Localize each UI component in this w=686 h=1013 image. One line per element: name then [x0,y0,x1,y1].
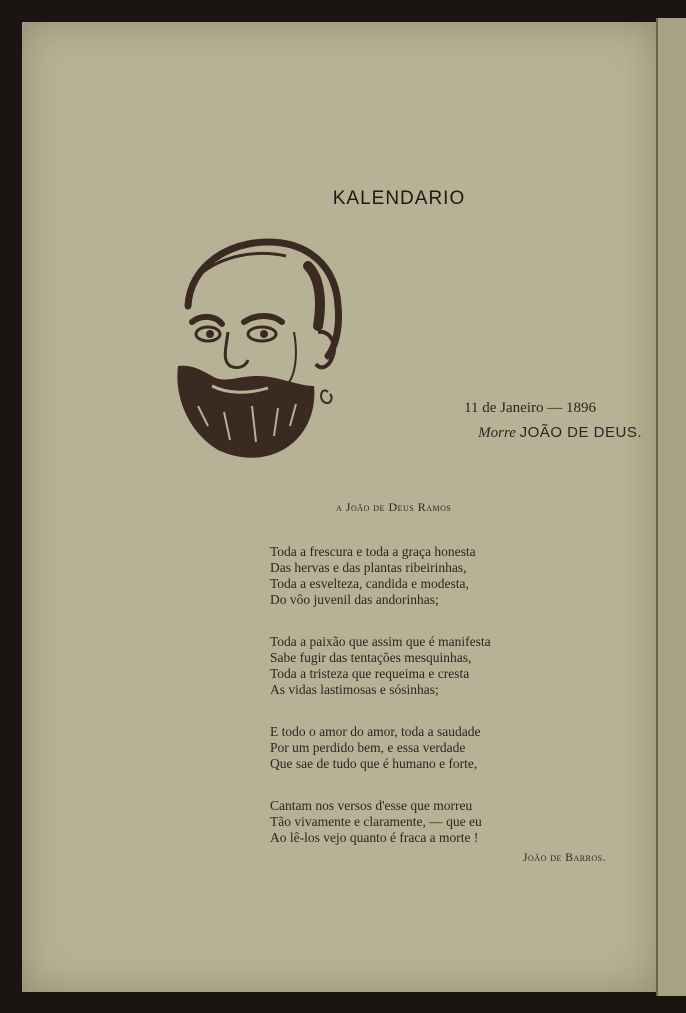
poem-line: Tão vivamente e claramente, — que eu [270,814,482,829]
page-title: KALENDARIO [332,188,466,209]
stanza [270,634,491,698]
poem-line: Toda a esvelteza, candida e modesta, [270,576,469,591]
poem-line: Do vôo juvenil das andorinhas; [270,592,439,607]
poem-line: Que sae de tudo que é humano e forte, [270,756,478,771]
poem-line: As vidas lastimosas e sósinhas; [270,682,439,697]
poem-line: Por um perdido bem, e essa verdade [270,740,466,755]
portrait-illustration [168,236,348,468]
poem-line: E todo o amor do amor, toda a saudade [270,724,481,739]
stanza [270,544,491,608]
author-signature: João de Barros. [523,852,606,864]
date-line: 11 de Janeiro — 1896 [464,400,596,416]
death-prefix: Morre [478,425,516,441]
stanza [270,724,491,772]
poem-line: Toda a frescura e toda a graça honesta [270,544,476,559]
poem [270,544,491,872]
death-notice [478,424,642,442]
stanza [270,798,491,846]
poem-line: Toda a tristeza que requeima e cresta [270,666,470,681]
poem-line: Cantam nos versos d'esse que morreu [270,798,473,813]
adjacent-page-edge [656,18,686,996]
poem-line: Ao lê-los vejo quanto é fraca a morte ! [270,830,479,845]
poem-line: Das hervas e das plantas ribeirinhas, [270,560,467,575]
dedication: a João de Deus Ramos [336,500,452,514]
poem-line: Sabe fugir das tentações mesquinhas, [270,650,472,665]
death-name: JOÃO DE DEUS. [519,424,642,441]
poem-line: Toda a paixão que assim que é manifesta [270,634,491,649]
